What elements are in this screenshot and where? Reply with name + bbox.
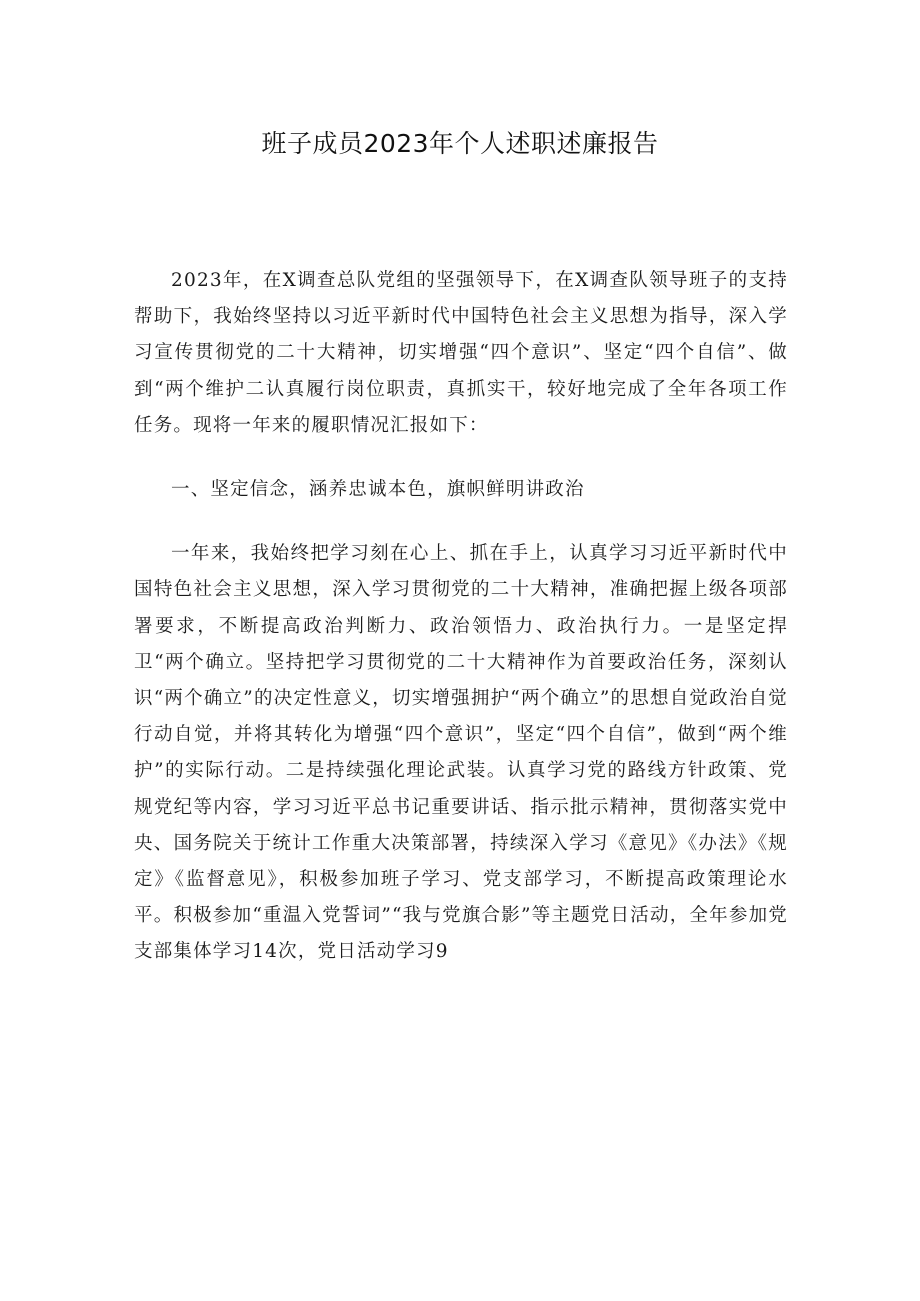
section-heading-1: 一、坚定信念，涵养忠诚本色，旗帜鲜明讲政治 <box>171 479 585 501</box>
section-1-paragraph: 一年来，我始终把学习刻在心上、抓在手上，认真学习习近平新时代中国特色社会主义思想，深入学习贯彻党的二十大精神，准确把握上级各项部署要求，不断提高政治判断力、政治领悟力、政治执行力。一是坚定捍卫“两个确立。坚持把学习贯彻党的二十大精神作为首要政治任务，深刻认识“两个确立”的决定性意义，切实增强拥护“两个确立”的思想自觉政治自觉行动自觉，并将其转化为增强“四个意识”，坚定“四个自信”，做到“两个维护”的实际行动。二是持续强化理论武装。认真学习党的路线方针政策、党规党纪等内容，学习习近平总书记重要讲话、指示批示精神，贯彻落实党中央、国务院关于统计工作重大决策部署，持续深入学习《意见》《办法》《规定》《监督意见》，积极参加班子学习、党支部学习，不断提高政策理论水平。积极参加“重温入党誓词”“我与党旗合影”等主题党日活动，全年参加党支部集体学习14次，党日活动学习9 <box>134 543 788 963</box>
document-title: 班子成员2023年个人述职述廉报告 <box>261 129 659 158</box>
document-body <box>134 263 788 971</box>
intro-paragraph: 2023年，在X调查总队党组的坚强领导下，在X调查队领导班子的支持帮助下，我始终坚持以习近平新时代中国特色社会主义思想为指导，深入学习宣传贯彻党的二十大精神，切实增强“四个意识”、坚定“四个自信”、做到“两个维护二认真履行岗位职责，真抓实干，较好地完成了全年各项工作任务。现将一年来的履职情况汇报如下： <box>134 270 788 436</box>
